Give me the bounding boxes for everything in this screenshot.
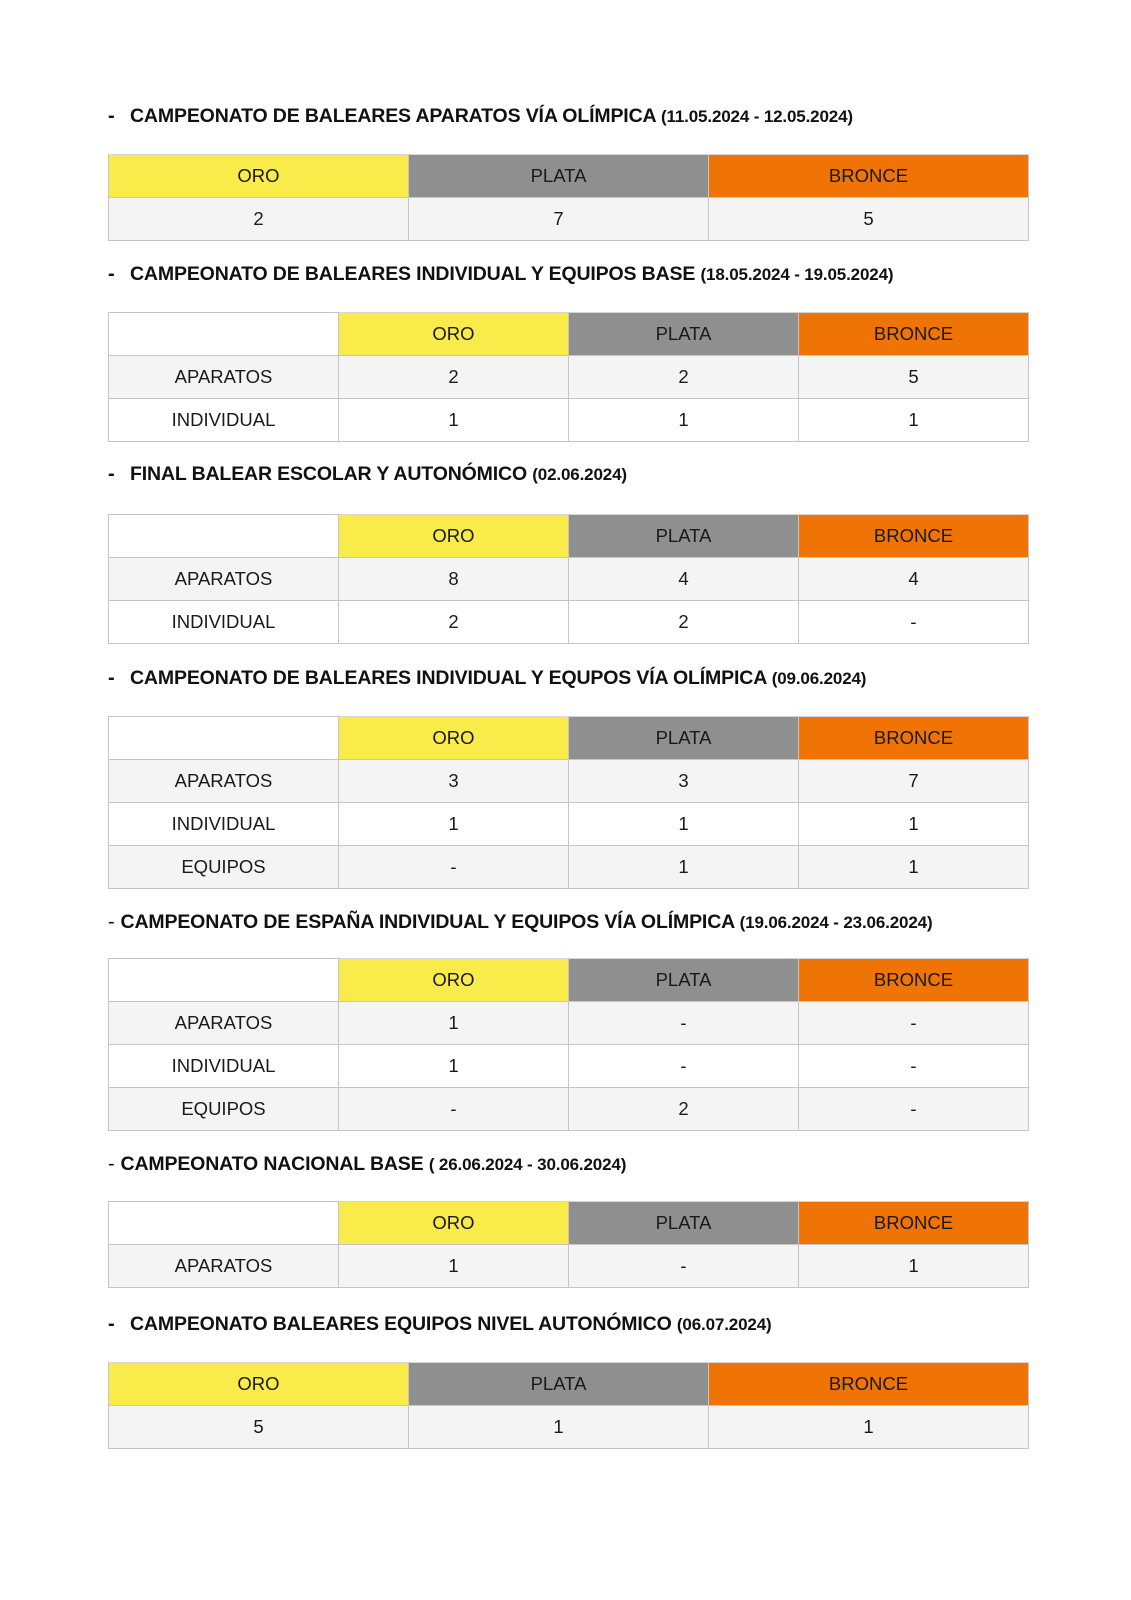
table-header-row [109, 515, 1029, 558]
plata-count: - [569, 1045, 799, 1088]
bronce-count: 1 [799, 399, 1029, 442]
table-header-row [109, 1202, 1029, 1245]
dash-bullet: - [108, 911, 115, 933]
bronce-count: - [799, 1088, 1029, 1131]
empty-corner-cell [109, 959, 339, 1002]
table-header-row [109, 313, 1029, 356]
bronce-header: BRONCE [709, 155, 1029, 198]
plata-count: 2 [569, 356, 799, 399]
section-heading [108, 462, 1028, 486]
table-row [109, 356, 1029, 399]
competition-section-3 [108, 462, 1028, 632]
table-row [109, 803, 1029, 846]
section-date: (18.05.2024 - 19.05.2024) [700, 265, 894, 284]
row-label: APARATOS [109, 1002, 339, 1045]
empty-corner-cell [109, 717, 339, 760]
oro-header: ORO [109, 1363, 409, 1406]
section-heading [108, 1312, 1028, 1336]
plata-count: 1 [569, 803, 799, 846]
bronce-count: 1 [709, 1406, 1029, 1449]
section-date: (09.06.2024) [771, 669, 867, 688]
competition-section-2 [108, 262, 1028, 430]
oro-header: ORO [339, 1202, 569, 1245]
section-heading [108, 104, 1028, 128]
competition-section-7 [108, 1312, 1028, 1437]
bronce-count: 1 [799, 1245, 1029, 1288]
bronce-header: BRONCE [799, 1202, 1029, 1245]
table-header-row [109, 155, 1029, 198]
plata-count: 4 [569, 558, 799, 601]
oro-count: 2 [109, 198, 409, 241]
dash-bullet: - [108, 263, 115, 285]
medal-table [108, 312, 1029, 442]
table-row [109, 399, 1029, 442]
table-row [109, 846, 1029, 889]
table-row [109, 1406, 1029, 1449]
medal-table [108, 716, 1029, 889]
row-label: APARATOS [109, 760, 339, 803]
plata-header: PLATA [569, 515, 799, 558]
competition-section-4 [108, 666, 1028, 877]
section-date: (19.06.2024 - 23.06.2024) [739, 913, 933, 932]
oro-header: ORO [109, 155, 409, 198]
bronce-header: BRONCE [799, 717, 1029, 760]
dash-bullet: - [108, 105, 115, 127]
bronce-count: 1 [799, 803, 1029, 846]
table-row [109, 760, 1029, 803]
table-row [109, 558, 1029, 601]
row-label: INDIVIDUAL [109, 399, 339, 442]
oro-header: ORO [339, 959, 569, 1002]
table-row [109, 1045, 1029, 1088]
bronce-count: 5 [709, 198, 1029, 241]
plata-count: 7 [409, 198, 709, 241]
plata-count: 1 [409, 1406, 709, 1449]
bronce-count: - [799, 1002, 1029, 1045]
empty-corner-cell [109, 313, 339, 356]
dash-bullet: - [108, 463, 115, 485]
plata-header: PLATA [569, 313, 799, 356]
section-title: CAMPEONATO DE BALEARES INDIVIDUAL Y EQUPOS VÍA OLÍMPICA [130, 667, 767, 689]
section-heading [108, 262, 1028, 286]
dash-bullet: - [108, 1153, 115, 1175]
oro-count: 5 [109, 1406, 409, 1449]
medal-table [108, 514, 1029, 644]
oro-count: 1 [339, 803, 569, 846]
section-heading [108, 910, 1028, 934]
section-heading [108, 666, 1028, 690]
table-row [109, 1245, 1029, 1288]
oro-header: ORO [339, 313, 569, 356]
section-date: (06.07.2024) [676, 1315, 772, 1334]
section-heading [108, 1152, 1028, 1176]
plata-header: PLATA [569, 717, 799, 760]
competition-section-1 [108, 104, 1028, 229]
section-title: CAMPEONATO DE BALEARES INDIVIDUAL Y EQUIPOS BASE [130, 263, 696, 285]
plata-header: PLATA [409, 155, 709, 198]
section-date: ( 26.06.2024 - 30.06.2024) [428, 1155, 627, 1174]
plata-count: 3 [569, 760, 799, 803]
plata-count: 2 [569, 601, 799, 644]
row-label: APARATOS [109, 1245, 339, 1288]
medal-table [108, 1201, 1029, 1288]
bronce-count: 1 [799, 846, 1029, 889]
oro-header: ORO [339, 515, 569, 558]
oro-count: - [339, 1088, 569, 1131]
table-row [109, 1002, 1029, 1045]
empty-corner-cell [109, 1202, 339, 1245]
plata-header: PLATA [569, 1202, 799, 1245]
row-label: EQUIPOS [109, 1088, 339, 1131]
bronce-count: - [799, 1045, 1029, 1088]
bronce-count: 5 [799, 356, 1029, 399]
oro-count: 2 [339, 356, 569, 399]
section-title: CAMPEONATO DE ESPAÑA INDIVIDUAL Y EQUIPOS VÍA OLÍMPICA [120, 911, 735, 933]
table-row [109, 198, 1029, 241]
oro-count: 1 [339, 1002, 569, 1045]
table-row [109, 1088, 1029, 1131]
oro-count: 1 [339, 399, 569, 442]
section-date: (02.06.2024) [532, 465, 627, 484]
bronce-header: BRONCE [709, 1363, 1029, 1406]
table-header-row [109, 717, 1029, 760]
bronce-header: BRONCE [799, 515, 1029, 558]
section-date: (11.05.2024 - 12.05.2024) [661, 107, 853, 126]
bronce-header: BRONCE [799, 313, 1029, 356]
oro-header: ORO [339, 717, 569, 760]
competition-section-6 [108, 1152, 1028, 1276]
row-label: EQUIPOS [109, 846, 339, 889]
table-header-row [109, 1363, 1029, 1406]
plata-count: 1 [569, 399, 799, 442]
medal-table [108, 958, 1029, 1131]
plata-header: PLATA [409, 1363, 709, 1406]
table-row [109, 601, 1029, 644]
row-label: INDIVIDUAL [109, 803, 339, 846]
section-title: FINAL BALEAR ESCOLAR Y AUTONÓMICO [130, 463, 527, 485]
section-title: CAMPEONATO NACIONAL BASE [120, 1153, 424, 1175]
table-header-row [109, 959, 1029, 1002]
row-label: INDIVIDUAL [109, 1045, 339, 1088]
oro-count: 1 [339, 1045, 569, 1088]
plata-count: 2 [569, 1088, 799, 1131]
medal-table [108, 1362, 1029, 1449]
plata-count: 1 [569, 846, 799, 889]
row-label: APARATOS [109, 558, 339, 601]
oro-count: 2 [339, 601, 569, 644]
plata-count: - [569, 1245, 799, 1288]
row-label: APARATOS [109, 356, 339, 399]
dash-bullet: - [108, 667, 115, 689]
dash-bullet: - [108, 1313, 115, 1335]
oro-count: 1 [339, 1245, 569, 1288]
section-title: CAMPEONATO DE BALEARES APARATOS VÍA OLÍMPICA [130, 105, 656, 127]
oro-count: 3 [339, 760, 569, 803]
medal-table [108, 154, 1029, 241]
bronce-count: 7 [799, 760, 1029, 803]
plata-count: - [569, 1002, 799, 1045]
row-label: INDIVIDUAL [109, 601, 339, 644]
empty-corner-cell [109, 515, 339, 558]
bronce-count: - [799, 601, 1029, 644]
oro-count: - [339, 846, 569, 889]
section-title: CAMPEONATO BALEARES EQUIPOS NIVEL AUTONÓMICO [130, 1313, 672, 1335]
bronce-header: BRONCE [799, 959, 1029, 1002]
competition-section-5 [108, 910, 1028, 1119]
bronce-count: 4 [799, 558, 1029, 601]
plata-header: PLATA [569, 959, 799, 1002]
oro-count: 8 [339, 558, 569, 601]
